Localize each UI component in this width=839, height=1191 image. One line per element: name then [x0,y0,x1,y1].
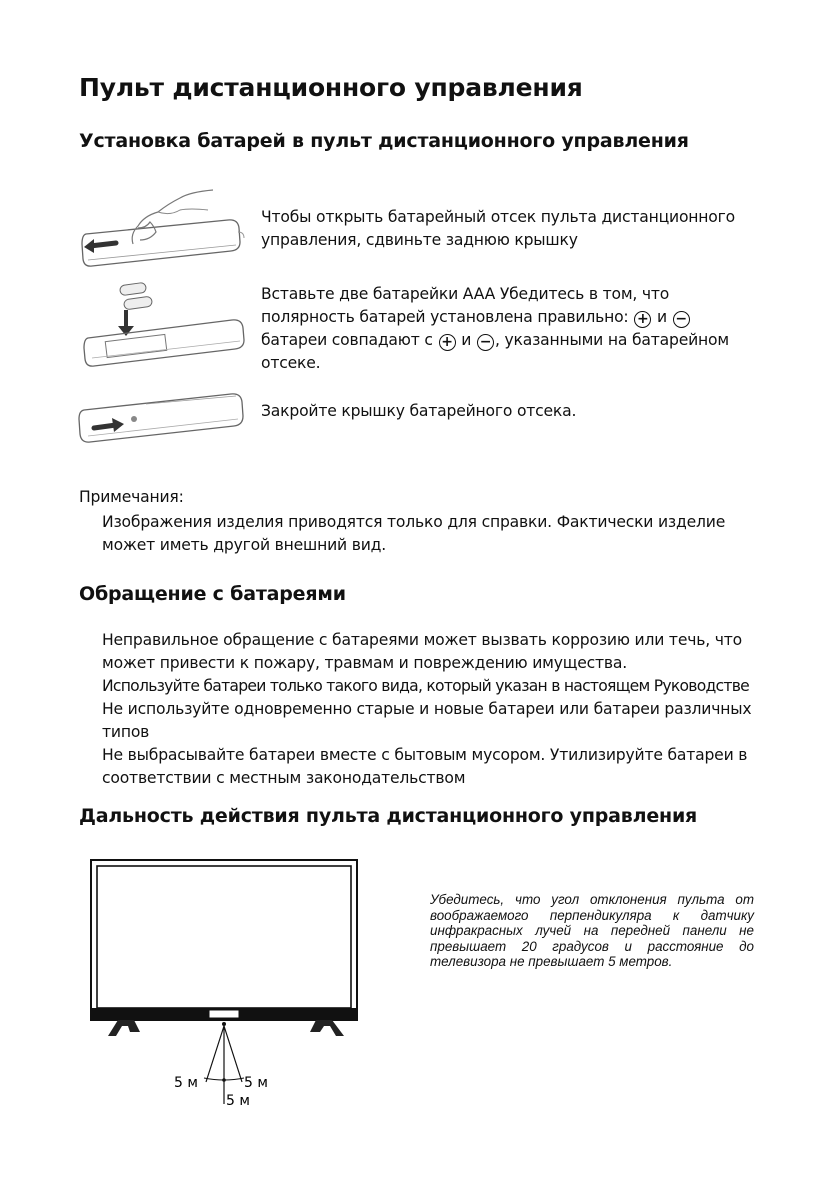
minus-icon: − [673,311,690,328]
step2-and-1: и [652,308,672,326]
step2-text-b: батареи совпадают с [261,331,438,349]
battery-handling-list [102,629,762,790]
notes-label: Примечания: [79,488,184,506]
handling-line: Не выбрасывайте батареи вместе с бытовым мусором. Утилизируйте батареи в соответствии с местным законодательством [102,746,748,787]
range-label-center: 5 м [226,1093,250,1109]
section-heading-remote-range: Дальность действия пульта дистанционного управления [79,805,698,827]
step-insert-batteries-text [261,283,756,375]
page-title: Пульт дистанционного управления [79,73,583,102]
ir-range-line-left [206,1026,224,1082]
remote-close-cover-illustration [76,388,248,452]
tv-screen [97,866,351,1008]
tv-right-stand [310,1020,344,1036]
section-heading-battery-handling: Обращение с батареями [79,583,346,605]
tv-range-diagram [80,856,370,1110]
remote-range-text: Убедитесь, что угол отклонения пульта от воображаемого перпендикуляра к датчику инфракрасных лучей на передней панели не превышает 20 градусов и расстояние до телевизора не превышает 5 метров. [430,892,754,970]
step2-and-2: и [456,331,476,349]
notes-text: Изображения изделия приводятся только для справки. Фактически изделие может иметь другой внешний вид. [102,513,726,554]
step-open-cover-text: Чтобы открыть батарейный отсек пульта дистанционного управления, сдвиньте заднюю крышку [261,208,735,249]
handling-line: Не используйте одновременно старые и новые батареи или батареи различных типов [102,700,752,741]
tv-outer-frame [91,860,357,1020]
minus-icon: − [477,334,494,351]
section-heading-battery-install: Установка батарей в пульт дистанционного управления [79,130,689,152]
tv-ir-sensor [209,1010,239,1018]
plus-icon: + [634,311,651,328]
tv-left-stand [108,1020,140,1036]
handling-line: Неправильное обращение с батареями может вызвать коррозию или течь, что может привести к пожару, травмам и повреждению имущества. [102,631,742,672]
step2-text-a: Вставьте две батарейки AAA Убедитесь в том, что полярность батарей установлена правильно: [261,285,670,326]
range-label-left: 5 м [174,1075,198,1091]
plus-icon: + [439,334,456,351]
range-label-right: 5 м [244,1075,268,1091]
remote-open-cover-illustration [78,182,248,268]
step-close-cover-text: Закройте крышку батарейного отсека. [261,402,577,420]
step2-text-c: , указанными на батарейном отсеке. [261,331,729,372]
remote-insert-batteries-illustration [82,278,252,370]
handling-line: Используйте батареи только такого вида, который указан в настоящем Руководстве [102,677,749,695]
ir-range-line-right [224,1026,242,1082]
